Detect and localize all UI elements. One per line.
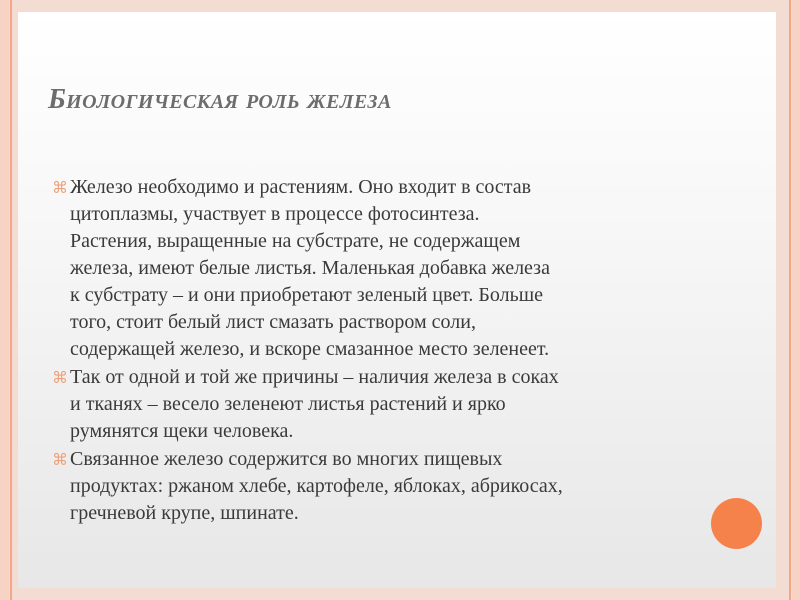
bullet-text [70,364,559,445]
text-line: Железо необходимо и растениям. Оно входит в состав [70,176,532,198]
text-line: того, стоит белый лист смазать раствором соли, [70,311,476,333]
left-border-line [10,0,12,600]
slide-title: Биологическая роль железа [48,84,392,115]
right-border-line [789,0,791,600]
bullet-marker-icon: ⌘ [52,370,68,387]
bullet-text [70,446,563,527]
text-line: Так от одной и той же причины – наличия железа в соках [70,366,559,388]
text-line: содержащей железо, и вскоре смазанное место зеленеет. [70,338,550,360]
text-line: к субстрату – и они приобретают зеленый цвет. Больше [70,284,544,306]
text-line: продуктах: ржаном хлебе, картофеле, яблоках, абрикосах, [70,475,563,497]
bullet-text [70,174,550,363]
text-line: Связанное железо содержится во многих пищевых [70,448,503,470]
bullet-marker-icon: ⌘ [52,452,68,469]
bullet-item-1 [52,174,717,363]
left-edge-band [0,0,9,600]
text-line: Растения, выращенные на субстрате, не содержащем [70,230,521,252]
orange-circle-decoration [711,498,762,549]
bullet-item-3 [52,446,717,527]
text-line: румянятся щеки человека. [70,420,294,442]
text-line: цитоплазмы, участвует в процессе фотосинтеза. [70,203,480,225]
text-line: и тканях – весело зеленеют листья растений и ярко [70,393,506,415]
right-edge-band [792,0,800,600]
text-line: гречневой крупе, шпинате. [70,502,299,524]
bullet-list [52,174,717,528]
bullet-marker-icon: ⌘ [52,180,68,197]
bullet-item-2 [52,364,717,445]
text-line: железа, имеют белые листья. Маленькая добавка железа [70,257,550,279]
